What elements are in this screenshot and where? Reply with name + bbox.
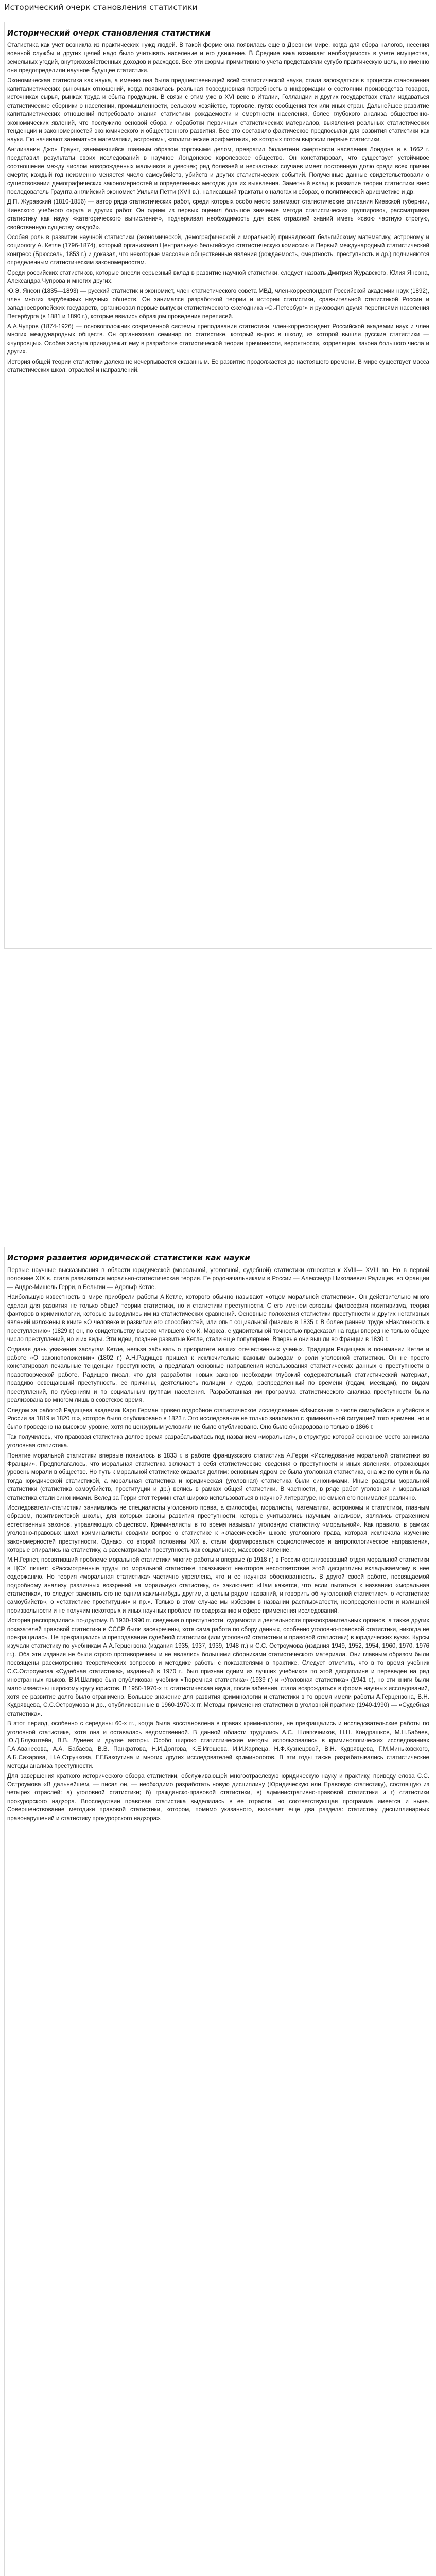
paragraph: Отдавая дань уважения заслугам Кетле, нельзя забывать о приоритете наших отечественных ученых. Традиции Радищева в понимании Кетле и работе «О законоположении» (1802 г.) А.Н.Радищев пришел к исключительно важным выводам о роли уголовной статистики. Он не просто констатировал печальные тенденции преступности, а предлагал основные направления использования статистических данных о преступности в правотворческой работе. Радищев писал, что для разработки новых законов необходим глубокий содержательный статистический материал, правдиво освещающий преступность, ее причины, деятельность полиции и судов, распределенный по времени (годам, месяцам), по видам преступлений, по губерниям и по социальным группам населения. Разработанная им программа статистического анализа преступности была реализована во многом лишь в советское время. — [7, 1346, 429, 1404]
paragraph: История распорядилась по-другому. В 1930-1990 гг. сведения о преступности, судимости и деятельности правоохранительных органов, а также других показателей правовой статистики в СССР были засекречены, хотя сама работа по сбору данных, особенно уголовно-правовой статистики, никогда не прекращалась. Не прекращались и преподавание судебной статистики (или уголовной статистики и правовой статистики) в юридических вузах. Курсы изучали статистику по учебникам А.А.Герцензона (издания 1935, 1937, 1939, 1948 гг.) и С.С. Остроумова (издания 1949, 1952, 1954, 1960, 1970, 1976 гг.). Оба эти издания не были строго противоречивы и не являлись большими сборниками статистического материала. Они главным образом были посвящены рассмотрению теоретических вопросов и методике работы с показателями в практике. Следует отметить, что в то время учебник С.С.Остроумова «Судебная статистика», изданный в 1970 г., был признан одним из лучших учебников по этой дисциплине и переведен на ряд иностранных языков. В.И.Шапиро был опубликован учебник «Тюремная статистика» (1939 г.) и «Уголовная статистика» (1941 г.), но эти книги были мало известны широкому кругу юристов. В 1950-1970-х гг. статистическая наука, после забвения, стала возрождаться в форме научных исследований, хотя ее развитие долго было ограничено. Большое значение для развития криминологии и статистики в то время имели работы А.Герцензона, В.Н. Кудрявцева, С.С.Остроумова и др., опубликованные в 1960-1970-х гг. Методы применения статистики в уголовной практике (1940-1990) — «Судебная статистика». — [7, 1617, 429, 1717]
paragraph: Для завершения краткого исторического обзора статистики, обслуживающей многоотраслевую юридическую науку и практику, приведу слова С.С. Остроумова «В дальнейшем, — писал он, — необходимо разработать новую дисциплину (Юридическую или Правовую статистику), состоящую из четырех отраслей: а) уголовной статистики; б) гражданско-правовой статистики, в) административно-правовой статистики и г) статистики прокурорского надзора. Впоследствии правовая статистика выделилась в ее отрасли, но соответствующая программа имеется и ныне. Совершенствование методики правовой статистики, котором, помимо указанного, включает еще два раздела: статистику дисциплинарных правонарушений и статистику прокурорского надзора». — [7, 1772, 429, 1822]
paragraph: Экономическая статистика как наука, а именно она была предшественницей всей статистической науки, стала зарождаться в процессе становления капиталистических рыночных отношений, когда появилась реальная повседневная потребность в информации о состоянии производства товаров, источниках сырья, рынках труда и сбыта продукции. В связи с этим уже в XVI веке в Италии, Голландии и других государствах стали издаваться статистические сборники о населении, промышленности, сельском хозяйстве, торговле, путях сообщения тех или иных стран. Дальнейшее развитие капиталистических отношений потребовало знания статистики рождаемости и смертности населения, более глубокого анализа общественно-экономических явлений, что послужило основой сбора и обработки первичных статистических материалов, выявления реальных статистических тенденций и закономерностей экономического и общественного развития. Все это составило фактическое предпосылки для развития статистики как науки. Ею начинают заниматься математики, астрономы, «политические арифметики», из которых потом выросли первые статистики. — [7, 77, 429, 143]
paragraph: Особая роль в развитии научной статистики (экономической, демографической и моральной) принадлежит бельгийскому математику, астроному и социологу А. Кетле (1796-1874), который организовал Центральную бельгийскую статистическую комиссию и Первый международный статистический конгресс (Брюссель, 1853 г.) и доказал, что некоторые массовые общественные явления (рождаемость, смертность, преступность и др.) подчиняются определенным статистическим закономерностям. — [7, 233, 429, 266]
paragraph: Англичанин Джон Граунт, занимавшийся главным образом торговыми делом, превратил бюллетени смертности населения Лондона и в 1662 г. представил результаты своих исследований в научное Лондонское королевское общество. Он констатировал, что существует устойчивое соотношение между числом новорожденных мальчиков и девочек; ряд болезней и несчастных случаев имеет постоянную долю среди всех причин смерти; каждый год неизменно меняется число самоубийств, убийств и других статистических событий. Полученные данные свидетельствовали о существовании демографических закономерностей и определенных методов для их выявления. Заметный вклад в развитие теории статистики внес последователь Граунта английский экономист Уильям Петти (XVII в.), написавший трактаты о налогах и сборах, о политической арифметике и др. — [7, 146, 429, 195]
page-title: Исторический очерк становления статистики — [4, 3, 198, 12]
paragraph: Среди российских статистиков, которые внесли серьезный вклад в развитие научной статистики, следует назвать Дмитрия Журавского, Юлия Янсона, Александра Чупрова и многих других. — [7, 269, 429, 284]
paragraph: Так получилось, что правовая статистика долгое время разрабатывалась под названием «моральная», в структуре которой основное место занимала уголовная статистика. — [7, 1433, 429, 1449]
paragraph: Д.П. Журавский (1810-1856) — автор ряда статистических работ, среди которых особо место занимают статистические описания Киевской губернии, Киевского учебного округа и других работ. Он одним из первых оценил большое значение метода статистических группировок, рассматривая статистику как науку «категорического вычисления», подчеркивал необходимость для всех отраслей знаний иметь «свою частную строгую, свойственную существу каждой». — [7, 198, 429, 231]
paragraph: А.А.Чупров (1874-1926) — основоположник современной системы преподавания статистики, член-корреспондент Российской академии наук и член многих международных обществ. Он организовал семинар по статистике, который вырос в школу, из которой вышли русские статистики — «чупровцы». Особая заслуга принадлежит ему в разработке статистической теории причинности, вероятности, корреляции, закона большого числа и других. — [7, 323, 429, 355]
paragraph: История общей теории статистики далеко не исчерпывается сказанным. Ее развитие продолжается до настоящего времени. В мире существует масса статистических школ, отраслей и направлений. — [7, 358, 429, 374]
paragraph: Исследователи-статистики занимались не специалисты уголовного права, а философы, моралисты, математики, астрономы и статистики, главным образом, позитивистской школы, для которых законы развития преступности, которые учитывались научным анализом, являлись отражением естественных законов, управляющих обществом. Криминалисты в то время называли уголовную статистику «моральной». Как правило, в рамках уголовно-правовых школ криминалисты сводили вопрос о статистике к «классической» школе уголовного права, которая исключала изучение закономерностей преступности. Однако, со второй половины XIX в. стали формироваться социологическое и антропологическое направления, которые опирались на статистику, а рассматривали преступность как социальное, массовое явление. — [7, 1504, 429, 1553]
section-body — [7, 41, 429, 376]
paragraph: Первые научные высказывания в области юридической (моральной, уголовной, судебной) статистики относятся к XVIII— XVIII вв. Но в первой половине XIX в. стала развиваться морально-статистическая теория. Ее родоначальниками в России — Александр Николаевич Радищев, во Франции — Андре-Мишель Герри, в Бельгии — Адольф Кетле. — [7, 1267, 429, 1291]
paragraph: Ю.Э. Янсон (1835—1893) — русский статистик и экономист, член статистического совета МВД, член-корреспондент Российской академии наук (1892), член многих зарубежных научных обществ. Он занимался разработкой теории и истории статистики, сравнительной статистикой России и западноевропейских государств, организовал первые выпуски статистического ежегодника «С.-Петербург» и руководил двумя переписями населения Петербурга (в 1881 и 1890 г.), которые явились образцом проведения переписей. — [7, 287, 429, 320]
paragraph: В этот период, особенно с середины 60-х гг., когда была восстановлена в правах криминология, не прекращались и исследовательские работы по уголовной статистике, хотя она и оставалась ведомственной. В данной области трудились А.С. Шляпочников, Н.Н. Кондрашков, М.Н.Бабаев, Ю.Д.Блувштейн, В.В. Лунеев и другие авторы. Особо широко статистические методы использовались в криминологических исследованиях Г.А.Аванесова, А.А. Бабаева, В.В. Панкратова, Н.И.Долгова, К.Е.Игошева, И.И.Карпеца, Н.Ф.Кузнецовой, В.Н. Кудрявцева, Г.М.Миньковского, А.Б.Сахарова, Н.А.Стручкова, Г.Г.Бакоутина и многих других исследователей криминологов. В эти годы также разрабатывались статистические методы анализа преступности. — [7, 1720, 429, 1770]
section-heading: История развития юридической статистики как науки — [7, 1253, 250, 1262]
paragraph: Следом за работой Радищева академик Карл Герман провел подробное статистическое исследование «Изыскания о числе самоубийств и убийств в России за 1819 и 1820 гг.», которое было опубликовано в 1823 г. Это исследование не только знакомило с криминальной ситуацией того времени, но и было проведено на высоком уровне, хотя по цензурным условиям не было опубликовано. Оно было обнародовано только в 1866 г. — [7, 1406, 429, 1431]
paragraph: М.Н.Гернет, посвятивший проблеме моральной статистики многие работы и впервые (в 1918 г.) в России организовавший отдел моральной статистики в ЦСУ, пишет: «Рассмотренные труды по моральной статистике показывают некоторое несоответствие этой дисциплины вкладываемому в нее содержанию. Но теория «моральная статистика» частично укреплена, что и ее научная обоснованность. В другой своей работе, посвящаемой подробному анализу различных воззрений на моральную статистику, он заключает: «Нам кажется, что если пытаться к названию «моральная статистика», то следует заменить его не одним каким-нибудь другим, а целым рядом названий, и говорить об «уголовной статистике», о «статистике самоубийств», о «статистике проституции» и пр.». Только в этом случае мы избежим в названии расплывчатости, неопределенности и излишней произвольности и не получим некоторых и иных научных проблем по содержанию и сфере применения исследований. — [7, 1556, 429, 1614]
paragraph: Наибольшую известность в мире приобрели работы А.Кетле, которого обычно называют «отцом моральной статистики». Он действительно много сделал для развития не только общей теории статистики, но и статистики преступности. С его именем связаны философия позитивизма, теория факторов в криминологии, которые выводились им из статистических сравнений. Основные положения статистики преступности и других негативных явлений изложены в книге «О человеке и развитии его способностей, или опыт социальной физики» в 1835 г. В более раннем труде «Наклонность к преступлению» (1829 г.) он, по свидетельству высоко чтившего его К. Маркса, с удивительной точностью предсказал на годы вперед не только общее число преступлений, но и их виды. Эти идеи, позднее развитые Кетле, стали еще популярнее. Впервые они вышли во Франции в 1830 г. — [7, 1294, 429, 1343]
section-heading: Исторический очерк становления статистики — [7, 28, 211, 38]
paragraph: Статистика как учет возникла из практических нужд людей. В такой форме она появилась еще в Древнем мире, когда для сбора налогов, несения военной службы и других целей надо было учитывать население и его движение. В Средние века возникает необходимость в учете имущества, земельных угодий, внутрихозяйственных доходов и расходов. Все эти формы примитивного учета представляли сугубо практическую цель, но именно они предопределили научное будущее статистики. — [7, 42, 429, 74]
paragraph: Понятие моральной статистики впервые появилось в 1833 г. в работе французского статистика А.Герри «Исследование моральной статистики во Франции». Предполагалось, что моральная статистика включает в себя статистические сведения о преступности и иных явлениях, отражающих уровень морали в обществе. Но путь к моральной статистике оказался долгим: основным ядром ее была уголовная статистика, она же по сути и была тогда юридической статистикой, а моральная статистика и юридическая (уголовная) статистика были синонимами. Иные разделы моральной статистики (статистика самоубийств, проституции и др.) велись в рамках общей статистики. В частности, в ряде работ уголовная и моральная статистика стали синонимами. Вслед за Герри этот термин стал широко использоваться в научной литературе, но смысл его понимался различно. — [7, 1452, 429, 1501]
section-body — [7, 1266, 429, 1824]
